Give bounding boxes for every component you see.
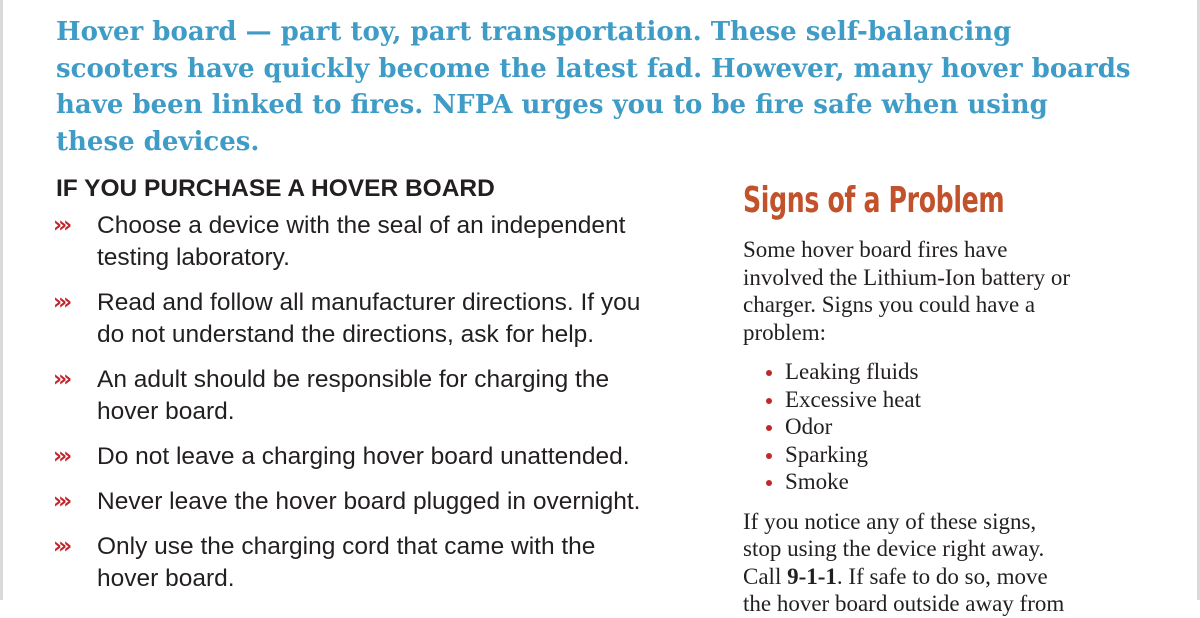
tip-text-line: do not understand the directions, ask for help. [97, 321, 595, 348]
sign-label: Sparking [785, 441, 869, 467]
triple-chevron-icon: ››› [53, 290, 69, 315]
tip-text-line: Read and follow all manufacturer directions. If you [97, 289, 641, 316]
triple-chevron-icon: ››› [53, 367, 69, 392]
bullet-dot-icon [766, 370, 772, 376]
bullet-dot-icon [766, 453, 772, 459]
intro-line: these devices. [56, 126, 260, 157]
problem-intro [743, 236, 1163, 346]
tip-text-line: Do not leave a charging hover board unattended. [97, 443, 630, 470]
sign-label: Odor [785, 414, 833, 439]
intro-paragraph [56, 14, 1166, 160]
triple-chevron-icon: ››› [53, 213, 69, 238]
tip-item [53, 364, 726, 428]
action-line-prefix: Call [743, 563, 788, 589]
tip-item [53, 441, 726, 473]
tip-text-line: An adult should be responsible for charging the [97, 366, 610, 393]
action-line: the hover board outside away from [743, 591, 1065, 616]
tip-text-line: hover board. [97, 398, 235, 425]
action-line-suffix: . If safe to do so, move [836, 563, 1048, 589]
emergency-number: 9-1-1 [787, 563, 837, 589]
tip-item [53, 486, 726, 518]
triple-chevron-icon: ››› [53, 444, 69, 469]
sign-label: Leaking fluids [785, 359, 919, 384]
page-border-left [0, 0, 3, 600]
problem-intro-line: Some hover board fires have [743, 237, 1008, 262]
sign-label: Smoke [785, 469, 849, 494]
purchase-tips-list [53, 210, 726, 595]
sign-label: Excessive heat [785, 386, 922, 412]
problem-intro-line: involved the Lithium-Ion battery or [743, 264, 1071, 290]
tip-item [53, 531, 726, 595]
sign-item [743, 358, 1163, 386]
purchase-heading: IF YOU PURCHASE A HOVER BOARD [56, 175, 495, 202]
problem-sidebar [743, 174, 1163, 618]
action-line: If you notice any of these signs, [743, 508, 1037, 534]
bullet-dot-icon [766, 480, 772, 486]
intro-line: have been linked to fires. NFPA urges you to be fire safe when using [56, 90, 1048, 120]
sign-item [743, 468, 1163, 496]
sign-item [743, 441, 1163, 469]
triple-chevron-icon: ››› [53, 489, 69, 514]
bullet-dot-icon [766, 398, 772, 404]
tip-item [53, 210, 726, 274]
problem-heading: Signs of a Problem [743, 180, 1005, 221]
tip-text-line: hover board. [97, 565, 235, 592]
problem-intro-line: problem: [743, 319, 827, 345]
bullet-dot-icon [766, 425, 772, 431]
tip-text-line: Never leave the hover board plugged in overnight. [97, 488, 641, 515]
tip-text-line: testing laboratory. [97, 244, 290, 271]
intro-line: scooters have quickly become the latest fad. However, many hover boards [56, 53, 1131, 84]
action-line: stop using the device right away. [743, 536, 1045, 561]
tip-text-line: Choose a device with the seal of an independent [97, 212, 626, 239]
intro-line: Hover board — part toy, part transportation. These self-balancing [56, 17, 1012, 47]
sign-item [743, 386, 1163, 414]
tip-item [53, 287, 726, 351]
sign-item [743, 413, 1163, 441]
signs-list [743, 358, 1163, 496]
problem-intro-line: charger. Signs you could have a [743, 292, 1036, 317]
triple-chevron-icon: ››› [53, 534, 69, 559]
tip-text-line: Only use the charging cord that came with the [97, 533, 596, 560]
problem-action [743, 508, 1163, 618]
purchase-section [53, 174, 726, 608]
